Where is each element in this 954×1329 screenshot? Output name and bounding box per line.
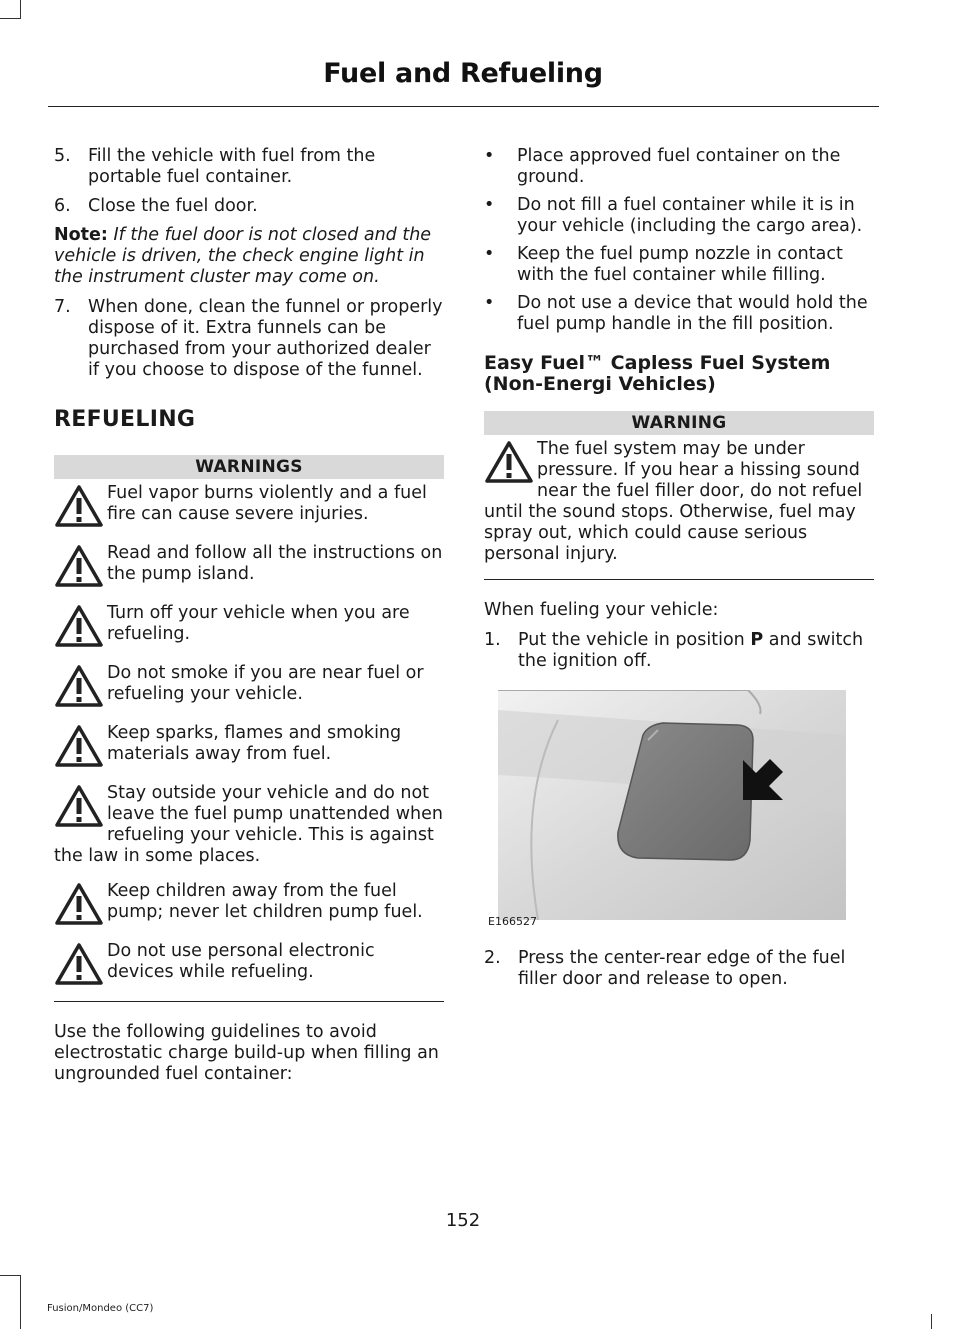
warning-text: Keep children away from the fuel pump; never let children pump fuel. [107, 881, 423, 922]
warning-triangle-icon [54, 543, 104, 589]
step-6: 6. Close the fuel door. [54, 196, 258, 216]
header-divider [48, 106, 879, 107]
footer-model: Fusion/Mondeo (CC7) [47, 1303, 154, 1314]
warning-item [54, 603, 444, 649]
warning-text: Stay outside your vehicle and do not leave the fuel pump unattended when refueling your vehicle. This is against the law in some places. [54, 783, 443, 866]
bullet-text: Place approved fuel container on the ground. [517, 146, 841, 187]
step-2: 2. Press the center-rear edge of the fuel filler door and release to open. [484, 948, 846, 989]
crop-mark [0, 18, 20, 19]
section-heading-refueling: REFUELING [54, 407, 196, 432]
page-title: Fuel and Refueling [323, 58, 603, 89]
section-divider [54, 1001, 444, 1002]
warning-item [54, 663, 444, 709]
warning-bar: WARNING [484, 411, 874, 435]
page-number: 152 [445, 1210, 481, 1231]
step-1: 1. Put the vehicle in position P and switch the ignition off. [484, 630, 864, 671]
warning-triangle-icon [54, 783, 104, 829]
sub-heading-easy-fuel: Easy Fuel™ Capless Fuel System (Non-Energi Vehicles) [484, 352, 831, 395]
warning-triangle-icon [54, 483, 104, 529]
step-7: 7. When done, clean the funnel or properly dispose of it. Extra funnels can be purchased from your authorized dealer if you choose to dispose of the funnel. [54, 297, 443, 380]
warning-item [54, 941, 444, 987]
warnings-list [54, 483, 444, 987]
warning-text: Turn off your vehicle when you are refueling. [107, 603, 410, 644]
bullet-item [484, 293, 874, 335]
warning-item [54, 783, 444, 867]
warning-item [54, 543, 444, 589]
warning-text: Do not smoke if you are near fuel or refueling your vehicle. [107, 663, 424, 704]
warnings-bar: WARNINGS [54, 455, 444, 479]
section-divider [484, 579, 874, 580]
warning-text: Fuel vapor burns violently and a fuel fire can cause severe injuries. [107, 483, 427, 524]
fuel-door-figure [484, 690, 874, 932]
guidelines-intro: Use the following guidelines to avoid electrostatic charge build-up when filling an ungrounded fuel container: [54, 1022, 439, 1084]
warning-triangle-icon [54, 663, 104, 709]
bullet-item [484, 195, 874, 237]
warning-item [484, 439, 874, 565]
warning-text: The fuel system may be under pressure. If you hear a hissing sound near the fuel filler door, do not refuel until the sound stops. Otherwise, fuel may spray out, which could cause serious personal injury. [484, 439, 863, 564]
note-text: If the fuel door is not closed and the vehicle is driven, the check engine light in the instrument cluster may come on. [54, 225, 432, 287]
warning-text: Read and follow all the instructions on the pump island. [107, 543, 443, 584]
warning-text: Keep sparks, flames and smoking materials away from fuel. [107, 723, 402, 764]
step-5: 5. Fill the vehicle with fuel from the portable fuel container. [54, 146, 376, 187]
warning-triangle-icon [54, 603, 104, 649]
crop-mark [20, 1275, 21, 1329]
warning-triangle-icon [54, 941, 104, 987]
left-column [54, 146, 444, 1094]
fueling-intro: When fueling your vehicle: [484, 600, 719, 620]
bullet-marker: • [484, 293, 495, 313]
bullet-text: Do not use a device that would hold the fuel pump handle in the fill position. [517, 293, 868, 334]
bullet-marker: • [484, 195, 495, 215]
right-column [484, 146, 874, 998]
bullet-item [484, 146, 874, 188]
bullet-text: Do not fill a fuel container while it is in your vehicle (including the cargo area). [517, 195, 863, 236]
warning-item [54, 483, 444, 529]
bullet-item [484, 244, 874, 286]
warning-triangle-icon [54, 723, 104, 769]
note-label: Note: [54, 225, 108, 245]
note [54, 225, 444, 288]
bullet-marker: • [484, 146, 495, 166]
bullet-text: Keep the fuel pump nozzle in contact with the fuel container while filling. [517, 244, 843, 285]
warning-text: Do not use personal electronic devices while refueling. [107, 941, 375, 982]
warning-item [54, 723, 444, 769]
bullet-marker: • [484, 244, 495, 264]
bullet-list [484, 146, 874, 335]
warning-triangle-icon [484, 439, 534, 485]
crop-mark [931, 1314, 932, 1329]
crop-mark [20, 0, 21, 19]
warning-item [54, 881, 444, 927]
warning-triangle-icon [54, 881, 104, 927]
fuel-door-illustration [498, 690, 846, 920]
figure-id: E166527 [488, 915, 537, 928]
crop-mark [0, 1275, 20, 1276]
